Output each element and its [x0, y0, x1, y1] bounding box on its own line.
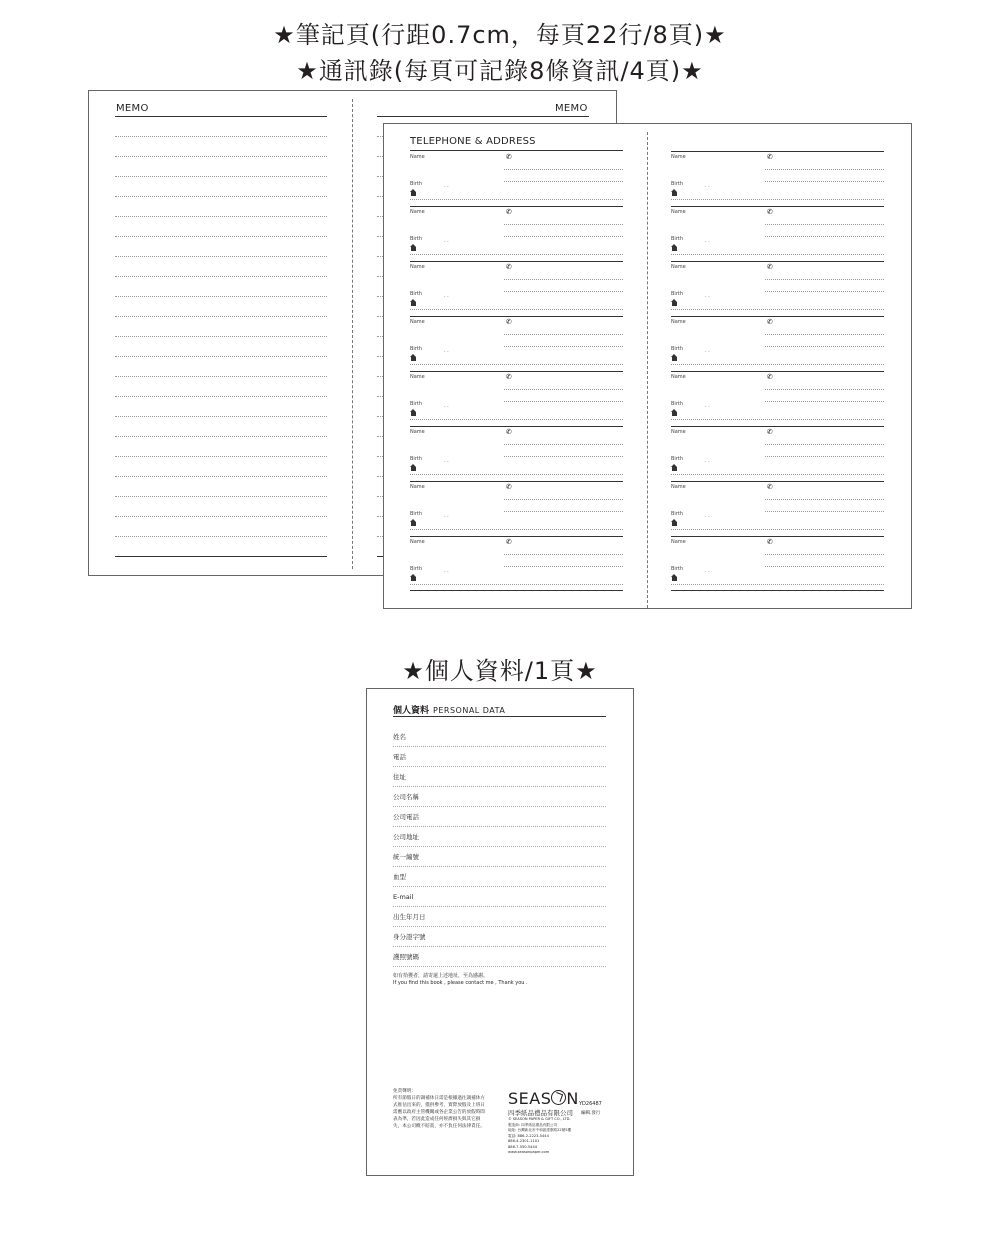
personal-title-rule	[393, 716, 606, 717]
memo-left-line	[115, 416, 327, 417]
phone-line-1	[504, 444, 623, 445]
telephone-fold	[647, 132, 648, 608]
address-line	[504, 181, 623, 182]
address-line	[504, 456, 623, 457]
name-label: Name	[671, 319, 686, 325]
phone-line-1	[765, 499, 884, 500]
memo-left-line	[115, 136, 327, 137]
telephone-heading: ★通訊錄(每頁可記錄8條資訊/4頁)★	[296, 57, 704, 85]
memo-heading: ★筆記頁(行距0.7cm，每頁22行/8頁)★	[273, 21, 727, 49]
personal-field-line	[393, 826, 606, 827]
phone-icon: ✆	[767, 208, 773, 216]
address-line	[765, 456, 884, 457]
birth-label: Birth	[671, 181, 684, 187]
phone-icon: ✆	[506, 428, 512, 436]
personal-field-label: 護照號碼	[393, 953, 419, 961]
name-label: Name	[671, 154, 686, 160]
memo-left-line	[115, 496, 327, 497]
brand-o-icon	[551, 1090, 566, 1105]
memo-left-line	[115, 456, 327, 457]
personal-field-line	[393, 846, 606, 847]
birth-date-separator: . .	[444, 403, 449, 409]
memo-left-line	[115, 556, 327, 557]
phone-line-1	[765, 554, 884, 555]
entry-top-rule	[671, 261, 884, 262]
personal-field-line	[393, 766, 606, 767]
phone-line-1	[504, 334, 623, 335]
address-line	[410, 529, 623, 530]
address-line	[410, 584, 623, 585]
brand-text: SEAS	[508, 1089, 552, 1108]
personal-field-label: 公司名稱	[393, 793, 419, 801]
phone-icon: ✆	[767, 318, 773, 326]
house-icon	[672, 247, 677, 251]
company-detail-line: 地址: 台灣新北市中和區建康路22號5樓	[508, 1128, 572, 1132]
house-icon	[411, 192, 416, 196]
entry-top-rule	[671, 371, 884, 372]
personal-field-line	[393, 926, 606, 927]
memo-left-line	[115, 476, 327, 477]
entry-top-rule	[671, 151, 884, 152]
phone-icon: ✆	[506, 483, 512, 491]
name-label: Name	[671, 374, 686, 380]
name-label: Name	[410, 374, 425, 380]
address-line	[765, 346, 884, 347]
memo-left-line	[115, 336, 327, 337]
address-line	[504, 291, 623, 292]
birth-date-separator: . .	[444, 238, 449, 244]
name-label: Name	[671, 264, 686, 270]
telephone-title-rule	[410, 150, 623, 151]
entry-top-rule	[671, 316, 884, 317]
name-label: Name	[671, 539, 686, 545]
memo-left-line	[115, 236, 327, 237]
personal-field-line	[393, 806, 606, 807]
house-icon	[411, 412, 416, 416]
phone-icon: ✆	[767, 483, 773, 491]
memo-left-line	[115, 516, 327, 517]
phone-icon: ✆	[506, 318, 512, 326]
birth-label: Birth	[671, 566, 684, 572]
birth-date-separator: . .	[444, 183, 449, 189]
birth-date-separator: . .	[705, 348, 710, 354]
name-label: Name	[410, 429, 425, 435]
birth-label: Birth	[410, 456, 423, 462]
disclaimer-text: 所有節假日的調補休日需是根據過往調補休方式推估出來的，僅供參考，實際放假及上班日需應以政府主管機關或各企業公告的放假時間表為準，若因此造成任何經濟損失與其它損失，本公司概不賠賞，亦不負任何法律責任。	[393, 1096, 485, 1129]
house-icon	[411, 522, 416, 526]
birth-date-separator: . .	[444, 458, 449, 464]
memo-left-line	[115, 256, 327, 257]
name-label: Name	[410, 154, 425, 160]
entry-top-rule	[410, 371, 623, 372]
phone-line-1	[765, 389, 884, 390]
house-icon	[411, 577, 416, 581]
personal-field-label: 公司地址	[393, 833, 419, 841]
memo-right-rule	[377, 116, 589, 117]
telephone-spread	[383, 123, 912, 609]
name-label: Name	[671, 429, 686, 435]
address-line	[504, 346, 623, 347]
company-detail-line: 電話: 886-2-2223-5444	[508, 1133, 549, 1138]
personal-title-zh: 個人資料	[393, 706, 430, 716]
phone-line-1	[765, 169, 884, 170]
memo-left-label: MEMO	[116, 103, 149, 114]
phone-line-1	[504, 389, 623, 390]
house-icon	[672, 577, 677, 581]
phone-icon: ✆	[506, 153, 512, 161]
address-line	[504, 566, 623, 567]
memo-left-rule	[115, 116, 327, 117]
address-line	[671, 474, 884, 475]
birth-label: Birth	[671, 456, 684, 462]
phone-icon: ✆	[767, 373, 773, 381]
birth-date-separator: . .	[444, 348, 449, 354]
memo-fold	[352, 99, 353, 569]
phone-icon: ✆	[767, 153, 773, 161]
personal-field-label: 血型	[393, 873, 406, 881]
season-logo	[508, 1090, 579, 1108]
phone-icon: ✆	[506, 208, 512, 216]
birth-label: Birth	[410, 291, 423, 297]
phone-icon: ✆	[767, 263, 773, 271]
birth-label: Birth	[410, 511, 423, 517]
phone-icon: ✆	[506, 373, 512, 381]
company-detail-line: 製造商: 四季紙品禮品有限公司	[508, 1122, 558, 1127]
phone-line-1	[504, 554, 623, 555]
phone-line-1	[765, 334, 884, 335]
phone-line-1	[504, 279, 623, 280]
entry-top-rule	[671, 481, 884, 482]
memo-left-line	[115, 196, 327, 197]
address-line	[410, 419, 623, 420]
entry-top-rule	[410, 481, 623, 482]
personal-field-line	[393, 906, 606, 907]
personal-field-label: 公司電話	[393, 813, 419, 821]
memo-left-line	[115, 316, 327, 317]
address-line	[410, 474, 623, 475]
house-icon	[672, 412, 677, 416]
memo-left-line	[115, 436, 327, 437]
address-line	[671, 584, 884, 585]
address-line	[765, 291, 884, 292]
personal-field-label: 身分證字號	[393, 933, 426, 941]
house-icon	[672, 302, 677, 306]
address-line	[671, 529, 884, 530]
entries-bottom-rule	[671, 590, 884, 591]
address-line	[765, 236, 884, 237]
phone-line-1	[765, 444, 884, 445]
company-detail-line: www.seasonpaper.com	[508, 1150, 550, 1154]
birth-label: Birth	[671, 346, 684, 352]
birth-label: Birth	[410, 401, 423, 407]
personal-field-label: 出生年月日	[393, 913, 426, 921]
birth-date-separator: . .	[705, 238, 710, 244]
memo-left-line	[115, 216, 327, 217]
memo-left-line	[115, 156, 327, 157]
personal-data-page	[366, 688, 634, 1176]
entry-top-rule	[671, 426, 884, 427]
address-line	[765, 511, 884, 512]
return-note-en: If you find this book , please contact me , Thank you .	[393, 980, 528, 986]
birth-label: Birth	[671, 236, 684, 242]
personal-field-label: 住址	[393, 773, 406, 781]
address-line	[671, 199, 884, 200]
address-line	[671, 309, 884, 310]
memo-left-line	[115, 536, 327, 537]
address-line	[765, 181, 884, 182]
birth-date-separator: . .	[705, 458, 710, 464]
house-icon	[411, 467, 416, 471]
name-label: Name	[671, 209, 686, 215]
entry-top-rule	[410, 261, 623, 262]
memo-left-line	[115, 356, 327, 357]
address-line	[504, 401, 623, 402]
personal-field-line	[393, 966, 606, 967]
disclaimer-title: 免責聲明：	[393, 1089, 416, 1094]
memo-left-line	[115, 276, 327, 277]
phone-line-1	[504, 499, 623, 500]
address-line	[410, 254, 623, 255]
birth-label: Birth	[410, 181, 423, 187]
birth-date-separator: . .	[444, 568, 449, 574]
address-line	[504, 236, 623, 237]
company-detail-line: 886-4-2301-1101	[508, 1139, 540, 1143]
entry-top-rule	[671, 536, 884, 537]
company-detail-line: © SEASON PAPER & GIFT CO., LTD.	[508, 1117, 571, 1121]
name-label: Name	[410, 264, 425, 270]
entry-top-rule	[410, 426, 623, 427]
address-line	[504, 511, 623, 512]
phone-line-1	[765, 279, 884, 280]
name-label: Name	[671, 484, 686, 490]
birth-label: Birth	[410, 346, 423, 352]
birth-date-separator: . .	[705, 183, 710, 189]
personal-field-line	[393, 746, 606, 747]
memo-left-line	[115, 296, 327, 297]
memo-left-line	[115, 376, 327, 377]
personal-field-label: E-mail	[393, 893, 414, 901]
house-icon	[672, 467, 677, 471]
personal-title	[393, 703, 505, 716]
birth-date-separator: . .	[705, 403, 710, 409]
address-line	[765, 401, 884, 402]
company-name: 四季紙品禮品有限公司	[508, 1109, 573, 1117]
personal-field-line	[393, 886, 606, 887]
phone-line-1	[504, 169, 623, 170]
company-tag: 編輯.發行	[581, 1111, 601, 1116]
phone-icon: ✆	[767, 538, 773, 546]
brand-text-end: N	[566, 1089, 579, 1108]
memo-left-line	[115, 176, 327, 177]
house-icon	[672, 357, 677, 361]
phone-line-1	[504, 224, 623, 225]
phone-icon: ✆	[767, 428, 773, 436]
address-line	[410, 199, 623, 200]
address-line	[671, 419, 884, 420]
entry-top-rule	[410, 536, 623, 537]
address-line	[671, 254, 884, 255]
birth-label: Birth	[410, 566, 423, 572]
house-icon	[672, 522, 677, 526]
entry-top-rule	[410, 316, 623, 317]
phone-line-1	[765, 224, 884, 225]
birth-label: Birth	[671, 291, 684, 297]
entry-top-rule	[671, 206, 884, 207]
entry-top-rule	[410, 206, 623, 207]
birth-date-separator: . .	[705, 513, 710, 519]
phone-icon: ✆	[506, 263, 512, 271]
birth-label: Birth	[410, 236, 423, 242]
disclaimer	[393, 1088, 488, 1130]
personal-field-label: 統一編號	[393, 853, 419, 861]
company-detail-line: 886-7-550-5444	[508, 1144, 538, 1149]
name-label: Name	[410, 539, 425, 545]
personal-field-line	[393, 786, 606, 787]
house-icon	[411, 247, 416, 251]
birth-label: Birth	[671, 401, 684, 407]
personal-field-line	[393, 946, 606, 947]
memo-left-line	[115, 396, 327, 397]
house-icon	[411, 302, 416, 306]
phone-icon: ✆	[506, 538, 512, 546]
personal-field-label: 電話	[393, 753, 406, 761]
name-label: Name	[410, 209, 425, 215]
birth-date-separator: . .	[444, 293, 449, 299]
personal-field-label: 姓名	[393, 733, 406, 741]
house-icon	[411, 357, 416, 361]
birth-label: Birth	[671, 511, 684, 517]
name-label: Name	[410, 319, 425, 325]
return-note-zh: 如有拾獲者，請寄還上述地址，至為感謝。	[393, 973, 489, 979]
birth-date-separator: . .	[705, 293, 710, 299]
address-line	[765, 566, 884, 567]
product-code: YD26487	[579, 1101, 602, 1107]
memo-right-label: MEMO	[555, 103, 588, 114]
birth-date-separator: . .	[444, 513, 449, 519]
personal-title-en: PERSONAL DATA	[433, 706, 506, 715]
house-icon	[672, 192, 677, 196]
name-label: Name	[410, 484, 425, 490]
telephone-title: TELEPHONE & ADDRESS	[410, 136, 536, 147]
personal-heading: ★個人資料/1頁★	[402, 657, 598, 685]
address-line	[410, 364, 623, 365]
entries-bottom-rule	[410, 590, 623, 591]
address-line	[410, 309, 623, 310]
personal-field-line	[393, 866, 606, 867]
birth-date-separator: . .	[705, 568, 710, 574]
address-line	[671, 364, 884, 365]
